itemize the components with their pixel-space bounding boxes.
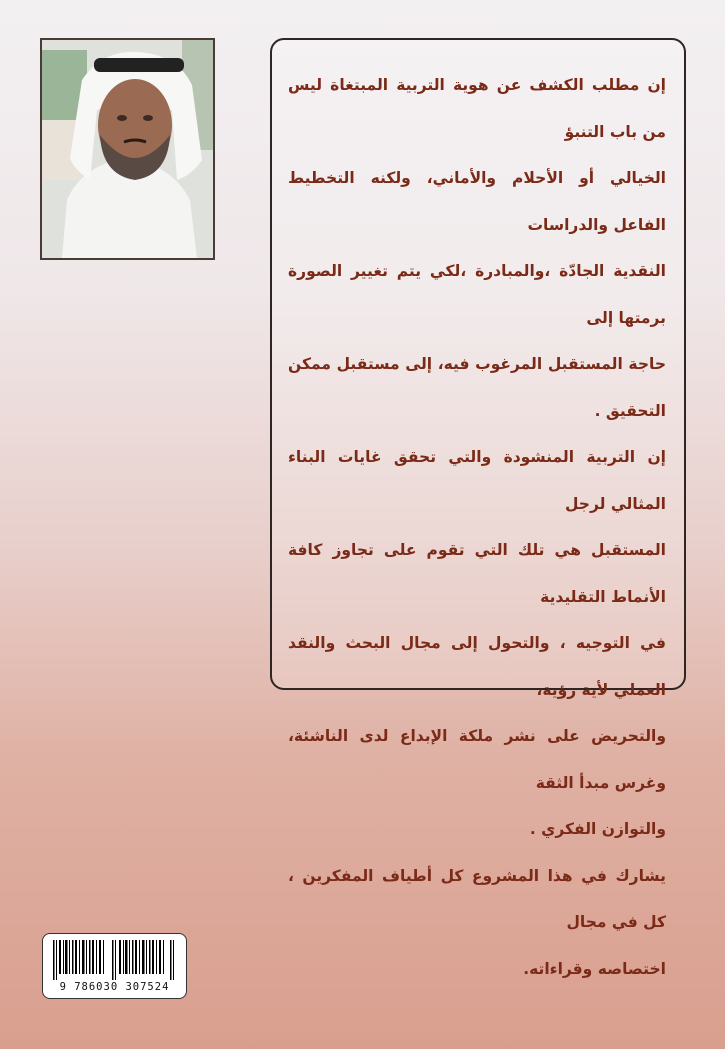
- text-line: إن مطلب الكشف عن هوية التربية المبتغاة ليس من باب التنبؤ: [288, 76, 666, 141]
- portrait-icon: [42, 40, 213, 258]
- text-line: يشارك في هذا المشروع كل أطياف المفكرين ، كل في مجال: [288, 866, 666, 931]
- paragraph-2: [288, 434, 666, 853]
- text-line: والتحريض على نشر ملكة الإبداع لدى الناشئة، وغرس مبدأ الثقة: [288, 727, 666, 792]
- text-line: اختصاصه وقراءاته.: [523, 959, 666, 978]
- text-line: حاجة المستقبل المرغوب فيه، إلى مستقبل ممكن التحقيق .: [288, 355, 666, 420]
- paragraph-1: [288, 62, 666, 434]
- text-line: المستقبل هي تلك التي تقوم على تجاوز كافة الأنماط التقليدية: [288, 541, 666, 606]
- back-cover-text-box: [270, 38, 686, 978]
- author-photo: [40, 38, 215, 260]
- text-line: إن التربية المنشودة والتي تحقق غايات البناء المثالي لرجل: [288, 448, 666, 513]
- text-line: والتوازن الفكري .: [529, 820, 666, 838]
- text-line: النقدية الجادّة ،والمبادرة ،لكي يتم تغيير الصورة برمتها إلى: [288, 262, 666, 327]
- isbn-number: 9 786030 307524: [59, 981, 170, 993]
- text-line: الخيالي أو الأحلام والأماني، ولكنه التخطيط الفاعل والدراسات: [288, 169, 666, 234]
- isbn-barcode: [42, 933, 187, 999]
- text-line: في التوجيه ، والتحول إلى مجال البحث والنقد العملي لأية رؤية،: [288, 634, 666, 699]
- barcode-icon: [51, 940, 178, 980]
- paragraph-3: [288, 853, 666, 993]
